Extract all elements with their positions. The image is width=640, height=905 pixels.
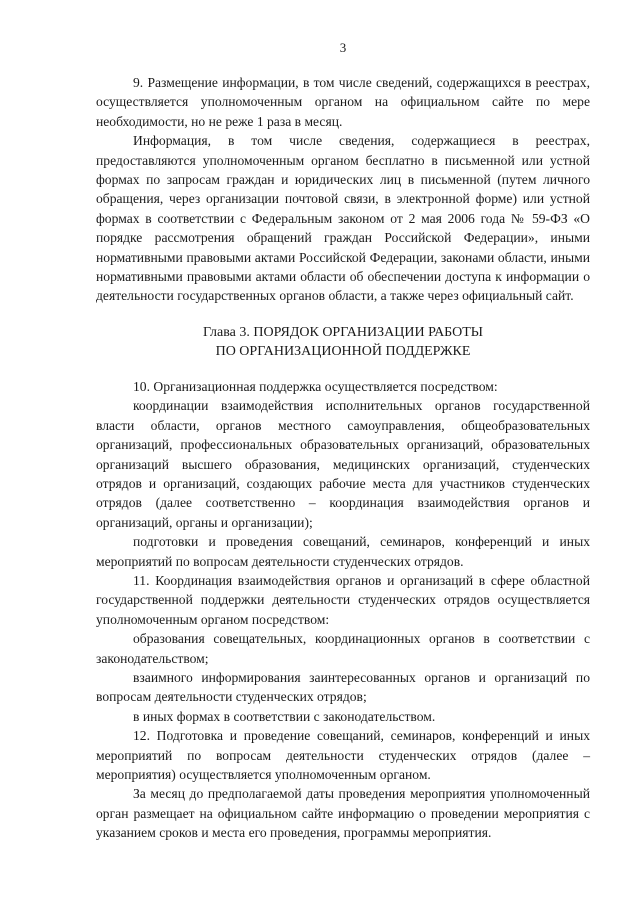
chapter-heading-line-2: ПО ОРГАНИЗАЦИОННОЙ ПОДДЕРЖКЕ — [215, 343, 471, 359]
paragraph-other-forms: в иных формах в соответствии с законодательством. — [133, 708, 436, 724]
paragraph-11: 11. Координация взаимодействия органов и организаций в сфере областной государственной поддержки деятельности студенческих отрядов осуществляется уполномоченным органом посредством: — [96, 572, 590, 627]
paragraph-9: 9. Размещение информации, в том числе сведений, содержащихся в реестрах, осуществляется уполномоченным органом на официальном сайте по мере необходимости, но не реже 1 раза в месяц. — [96, 75, 590, 129]
paragraph-formation: образования совещательных, координационных органов в соответствии с законодательством; — [96, 631, 590, 666]
paragraph-information: Информация, в том числе сведения, содержащиеся в реестрах, предоставляются уполномоченным органом бесплатно в письменной или устной формах по запросам граждан и юридических лиц в письменной (путем личного обращения, через организации почтовой связи, в электронной форме) или устной формах в соответствии с Федеральным законом от 2 мая 2006 года № 59-ФЗ «О порядке рассмотрения обращений граждан Российской Федерации», иными нормативными правовыми актами Российской Федерации, законами области, иными нормативными правовыми актами области об обеспечении доступа к информации о деятельности государственных органов области, а также через официальный сайт. — [96, 133, 590, 304]
paragraph-month-before: За месяц до предполагаемой даты проведения мероприятия уполномоченный орган размещает на официальном сайте информацию о проведении мероприятия с указанием сроков и места его проведения, программы мероприятия. — [96, 786, 590, 841]
paragraph-12: 12. Подготовка и проведение совещаний, семинаров, конференций и иных мероприятий по вопросам деятельности студенческих отрядов (далее – мероприятия) осуществляется уполномоченным органом. — [96, 728, 590, 782]
paragraph-informing: взаимного информирования заинтересованных органов и организаций по вопросам деятельности студенческих отрядов; — [96, 669, 590, 705]
paragraph-coordination: координации взаимодействия исполнительных органов государственной власти области, органов местного самоуправления, общеобразовательных организаций, профессиональных образовательных организаций, образовательных организаций высшего образования, медицинских организаций, студенческих отрядов и организаций, создающих рабочие места для участников студенческих отрядов (далее соответственно – координация взаимодействия органов и организаций, органы и организации); — [96, 398, 590, 530]
chapter-heading — [96, 323, 590, 361]
paragraph-10: 10. Организационная поддержка осуществляется посредством: — [133, 378, 498, 394]
paragraph-preparation: подготовки и проведения совещаний, семинаров, конференций и иных мероприятий по вопросам деятельности студенческих отрядов. — [96, 534, 590, 569]
page-number: 3 — [339, 40, 347, 55]
chapter-heading-line-1: Глава 3. ПОРЯДОК ОРГАНИЗАЦИИ РАБОТЫ — [202, 324, 483, 340]
